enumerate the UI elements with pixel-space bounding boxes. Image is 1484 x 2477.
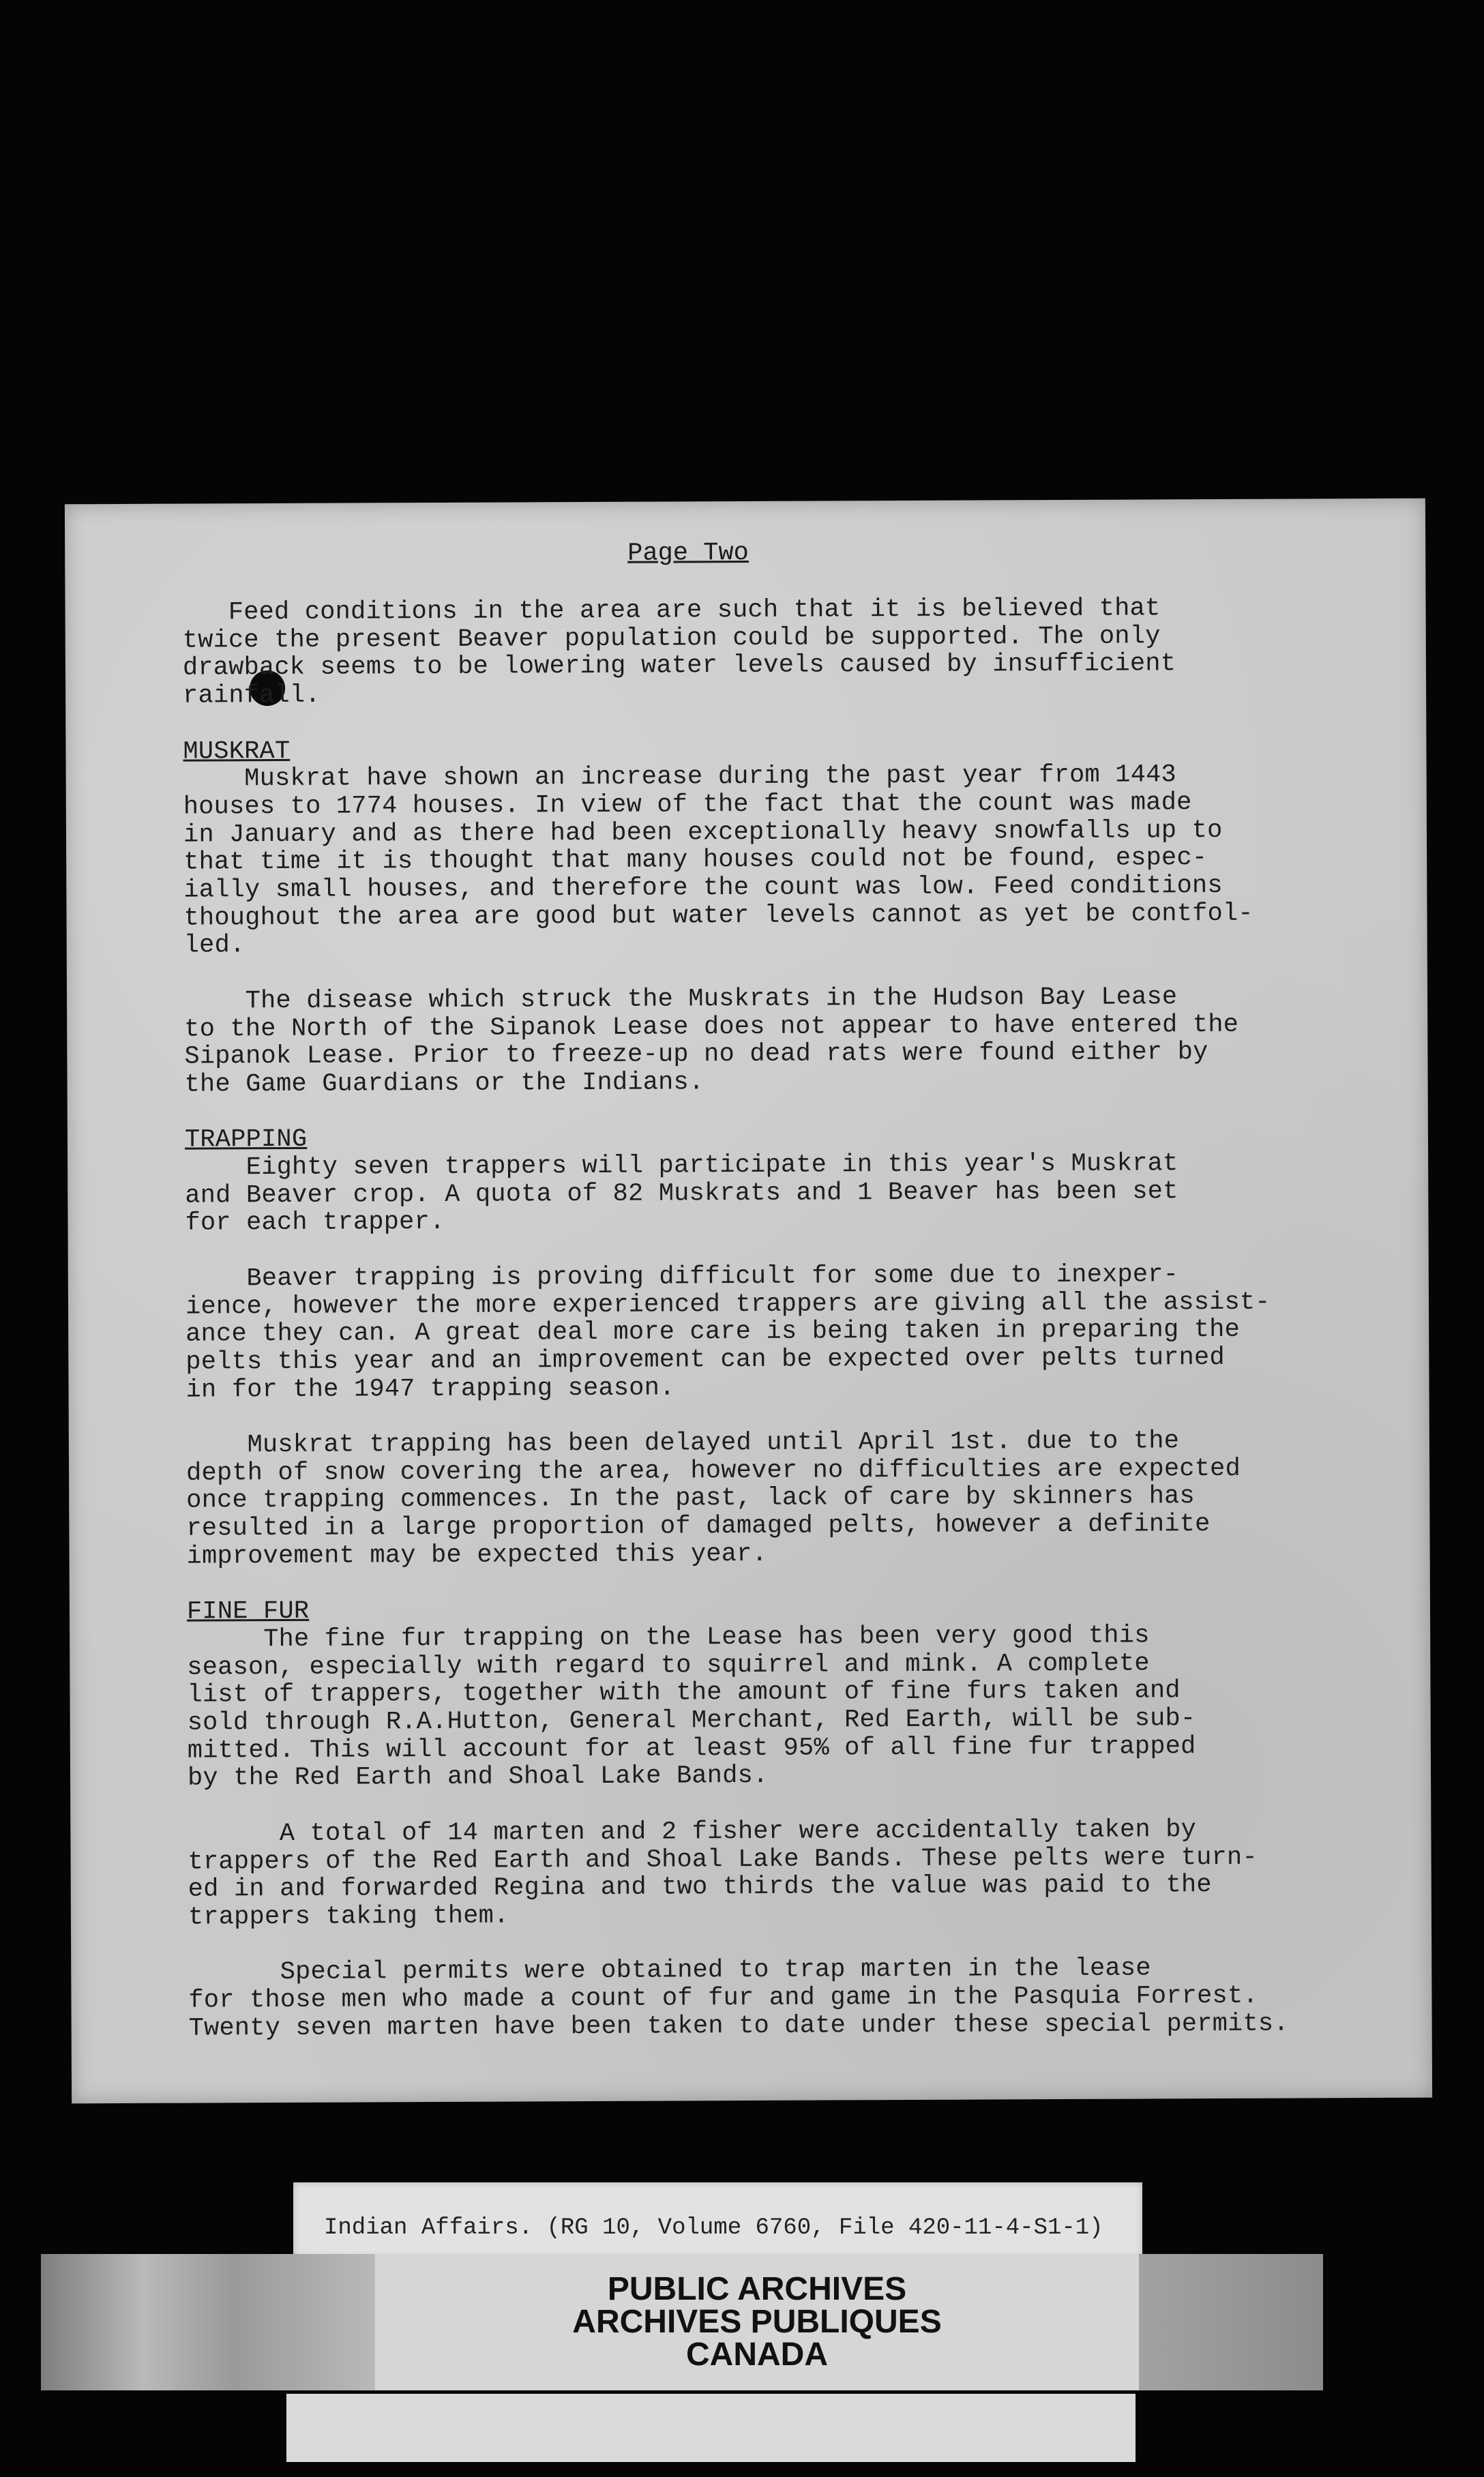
text-line: and Beaver crop. A quota of 82 Muskrats and 1 Beaver has been set <box>185 1176 1178 1211</box>
text-line: for those men who made a count of fur and game in the Pasquia Forrest. <box>188 1981 1258 2015</box>
text-line: twice the present Beaver population could be supported. The only <box>182 622 1161 655</box>
text-line: trappers taking them. <box>188 1901 509 1932</box>
text-line: Sipanok Lease. Prior to freeze-up no dead rats were found either by <box>184 1038 1208 1071</box>
paragraph <box>183 732 1384 960</box>
text-line: sold through R.A.Hutton, General Merchant, Red Earth, will be sub- <box>187 1704 1196 1738</box>
text-line: pelts this year and an improvement can be expected over pelts turned <box>186 1343 1225 1377</box>
archive-stamp-band <box>41 2254 1323 2390</box>
text-line: ially small houses, and therefore the count was low. Feed conditions <box>183 871 1223 905</box>
text-line: depth of snow covering the area, however no difficulties are expected <box>186 1454 1241 1488</box>
paragraph <box>186 1260 1386 1404</box>
text-line: Twenty seven marten have been taken to date under these special permits. <box>188 2009 1289 2043</box>
text-line: trappers of the Red Earth and Shoal Lake Bands. These pelts were turn- <box>188 1843 1258 1877</box>
text-line: houses to 1774 houses. In view of the fact that the count was made <box>183 788 1192 822</box>
text-line: Special permits were obtained to trap marten in the lease <box>188 1954 1151 1987</box>
document-page <box>65 499 1432 2104</box>
text-line: that time it is thought that many houses could not be found, espec- <box>183 844 1208 877</box>
text-line: mitted. This will account for at least 95% of all fine fur trapped <box>187 1732 1196 1766</box>
text-line: to the North of the Sipanok Lease does not appear to have entered the <box>184 1010 1239 1044</box>
text-line: by the Red Earth and Shoal Lake Bands. <box>187 1762 769 1794</box>
text-line: thoughout the area are good but water levels cannot as yet be contfol- <box>183 899 1253 933</box>
text-line: The disease which struck the Muskrats in the Hudson Bay Lease <box>183 983 1178 1016</box>
text-line: improvement may be expected this year. <box>186 1539 768 1571</box>
text-line: rainfall. <box>183 681 321 711</box>
stamp-line-2: ARCHIVES PUBLIQUES <box>572 2304 942 2340</box>
paragraph <box>187 1593 1388 1793</box>
text-line: ience, however the more experienced trappers are giving all the assist- <box>185 1288 1271 1322</box>
paragraph <box>185 1121 1386 1237</box>
text-line: Eighty seven trappers will participate in this year's Muskrat <box>185 1149 1178 1183</box>
bottom-label-strip <box>286 2394 1136 2462</box>
text-line: in for the 1947 trapping season. <box>186 1374 675 1405</box>
text-line: season, especially with regard to squirrel and mink. A complete <box>187 1649 1150 1682</box>
text-line: Feed conditions in the area are such that it is believed that <box>182 594 1161 627</box>
text-line: Beaver trapping is proving difficult for some due to inexper- <box>185 1260 1179 1294</box>
text-line: once trapping commences. In the past, lack of care by skinners has <box>186 1482 1195 1516</box>
section-heading: MUSKRAT <box>183 737 291 767</box>
page-title: Page Two <box>627 538 749 568</box>
paragraph <box>183 594 1384 710</box>
archive-stamp-text <box>375 2273 1139 2371</box>
text-line: The fine fur trapping on the Lease has been very good this <box>187 1621 1150 1655</box>
section-heading: TRAPPING <box>184 1125 308 1155</box>
text-line: list of trappers, together with the amount of fine furs taken and <box>187 1676 1181 1710</box>
section-heading: FINE FUR <box>186 1597 310 1627</box>
paragraph <box>184 983 1385 1099</box>
text-line: the Game Guardians or the Indians. <box>184 1068 704 1099</box>
text-line: for each trapper. <box>185 1208 445 1238</box>
paragraph <box>188 1815 1389 1931</box>
text-line: Muskrat have shown an increase during the past year from 1443 <box>183 760 1176 794</box>
text-line: in January and as there had been exceptionally heavy snowfalls up to <box>183 816 1223 850</box>
stamp-line-1: PUBLIC ARCHIVES <box>607 2271 907 2307</box>
text-line: drawback seems to be lowering water levels caused by insufficient <box>182 649 1176 683</box>
paragraph <box>188 1954 1389 2043</box>
text-line: Muskrat trapping has been delayed until April 1st. due to the <box>186 1427 1180 1460</box>
text-line: led. <box>183 931 246 961</box>
archive-stamp <box>375 2254 1139 2390</box>
text-line: ance they can. A great deal more care is being taken in preparing the <box>186 1316 1241 1349</box>
archive-reference-label <box>293 2182 1142 2257</box>
text-line: resulted in a large proportion of damaged pelts, however a definite <box>186 1510 1211 1543</box>
stamp-line-3: CANADA <box>686 2337 828 2373</box>
text-line: A total of 14 marten and 2 fisher were accidentally taken by <box>188 1815 1197 1849</box>
paragraph <box>186 1427 1387 1571</box>
document-body <box>183 594 1389 2043</box>
archive-reference-text: Indian Affairs. (RG 10, Volume 6760, File 420-11-4-S1-1) <box>324 2215 1103 2241</box>
text-line: ed in and forwarded Regina and two thirds the value was paid to the <box>188 1871 1212 1904</box>
